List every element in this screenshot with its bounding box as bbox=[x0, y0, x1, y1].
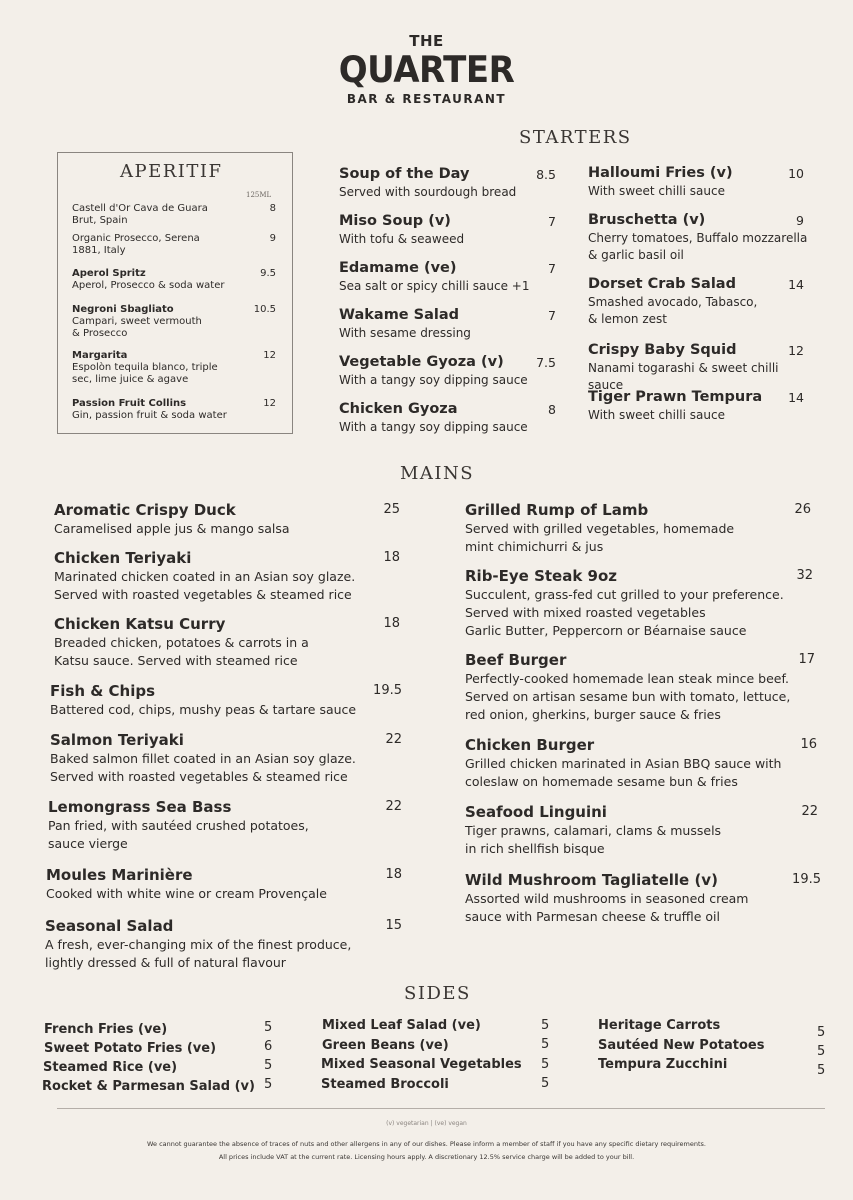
item-name: Chicken Burger bbox=[465, 736, 595, 754]
item-name: Castell d'Or Cava de Guara bbox=[72, 203, 208, 214]
item-description: Succulent, grass-fed cut grilled to your preference. Served with mixed roasted vegetables Garlic Butter, Peppercorn or Béarnaise sauce bbox=[465, 587, 784, 638]
item-description: With a tangy soy dipping sauce bbox=[339, 420, 528, 434]
side-item-price: 5 bbox=[541, 1037, 550, 1052]
item-price: 14 bbox=[788, 390, 804, 405]
starter-item bbox=[339, 400, 559, 436]
item-description: With a tangy soy dipping sauce bbox=[339, 373, 528, 387]
item-name: Seasonal Salad bbox=[45, 917, 174, 935]
item-price: 18 bbox=[383, 550, 400, 565]
main-item bbox=[54, 500, 400, 538]
item-price: 17 bbox=[798, 652, 815, 667]
main-item bbox=[465, 735, 817, 791]
item-description: Smashed avocado, Tabasco, bbox=[588, 295, 758, 309]
item-description: With sweet chilli sauce bbox=[588, 408, 725, 422]
item-price: 7 bbox=[548, 214, 556, 229]
aperitif-heading: APERITIF bbox=[120, 161, 223, 182]
brand-subtitle: BAR & RESTAURANT bbox=[346, 92, 507, 106]
item-description: Perfectly-cooked homemade lean steak mince beef. Served on artisan sesame bun with tomato, lettuce, red onion, gherkins, burger sauce & fries bbox=[465, 671, 791, 722]
item-name: Bruschetta (v) bbox=[588, 212, 706, 228]
item-price: 10 bbox=[788, 166, 804, 181]
item-description: Aperol, Prosecco & soda water bbox=[72, 280, 225, 291]
footer-divider bbox=[57, 1108, 825, 1109]
starter-item bbox=[339, 306, 559, 342]
item-price: 7 bbox=[548, 261, 556, 276]
item-name: Moules Marinière bbox=[46, 866, 193, 884]
starter-item bbox=[339, 165, 559, 201]
item-description: sec, lime juice & agave bbox=[72, 374, 189, 385]
item-name: Passion Fruit Collins bbox=[72, 398, 187, 409]
item-price: 19.5 bbox=[792, 872, 821, 887]
side-item-price: 5 bbox=[541, 1076, 550, 1091]
main-item bbox=[50, 730, 402, 786]
item-price: 18 bbox=[385, 867, 402, 882]
starters-heading: STARTERS bbox=[519, 127, 632, 148]
item-description: & Prosecco bbox=[72, 328, 128, 339]
side-item-price: 5 bbox=[264, 1058, 273, 1073]
main-item bbox=[54, 614, 400, 670]
item-name: Soup of the Day bbox=[339, 166, 470, 182]
item-price: 25 bbox=[383, 502, 400, 517]
side-item-name: Green Beans (ve) bbox=[322, 1038, 449, 1053]
side-item-price: 5 bbox=[541, 1018, 550, 1033]
item-description: Marinated chicken coated in an Asian soy glaze. Served with roasted vegetables & steamed rice bbox=[54, 569, 356, 602]
aperitif-item bbox=[72, 398, 282, 422]
item-name: Miso Soup (v) bbox=[339, 213, 451, 229]
aperitif-item bbox=[72, 268, 282, 292]
aperitif-item bbox=[72, 304, 282, 340]
serving-size-label: 125ML bbox=[246, 191, 272, 199]
item-price: 12 bbox=[788, 343, 804, 358]
brand-logo: QUARTER bbox=[338, 48, 515, 92]
starter-item bbox=[588, 275, 812, 328]
item-price: 9.5 bbox=[260, 268, 276, 279]
side-item-name: Sautéed New Potatoes bbox=[598, 1038, 765, 1053]
item-description: Breaded chicken, potatoes & carrots in a Katsu sauce. Served with steamed rice bbox=[54, 635, 309, 668]
mains-heading: MAINS bbox=[400, 463, 475, 484]
item-name: Seafood Linguini bbox=[465, 803, 607, 821]
item-price: 22 bbox=[385, 799, 402, 814]
side-item-name: Rocket & Parmesan Salad (v) bbox=[42, 1079, 255, 1094]
item-description: Cherry tomatoes, Buffalo mozzarella bbox=[588, 231, 808, 245]
starter-item bbox=[588, 211, 812, 264]
aperitif-item bbox=[72, 350, 282, 386]
item-name: Edamame (ve) bbox=[339, 260, 457, 276]
item-price: 19.5 bbox=[373, 683, 402, 698]
main-item bbox=[45, 916, 402, 972]
side-item-name: Mixed Seasonal Vegetables bbox=[321, 1057, 522, 1072]
side-item-name: Mixed Leaf Salad (ve) bbox=[322, 1018, 481, 1033]
item-description: Pan fried, with sautéed crushed potatoes, sauce vierge bbox=[48, 818, 309, 851]
item-price: 9 bbox=[796, 213, 804, 228]
side-item-price: 5 bbox=[817, 1063, 826, 1078]
main-item bbox=[465, 566, 813, 640]
aperitif-item bbox=[72, 233, 282, 257]
item-name: Crispy Baby Squid bbox=[588, 342, 737, 358]
sides-heading: SIDES bbox=[404, 983, 471, 1004]
item-name: Chicken Gyoza bbox=[339, 401, 458, 417]
item-description: Campari, sweet vermouth bbox=[72, 316, 202, 327]
item-price: 16 bbox=[800, 737, 817, 752]
item-price: 8 bbox=[548, 402, 556, 417]
item-price: 8 bbox=[269, 203, 276, 214]
starter-item bbox=[588, 164, 812, 200]
side-item-price: 5 bbox=[264, 1077, 273, 1092]
starter-item bbox=[339, 212, 559, 248]
item-name: Chicken Teriyaki bbox=[54, 549, 192, 567]
item-name: Beef Burger bbox=[465, 651, 567, 669]
aperitif-section bbox=[57, 152, 293, 434]
item-description: Grilled chicken marinated in Asian BBQ sauce with coleslaw on homemade sesame bun & fries bbox=[465, 756, 782, 789]
diet-legend: (v) vegetarian | (ve) vegan bbox=[386, 1120, 467, 1127]
item-description: Served with sourdough bread bbox=[339, 185, 517, 199]
item-price: 26 bbox=[794, 502, 811, 517]
item-name: Lemongrass Sea Bass bbox=[48, 798, 232, 816]
side-item-price: 5 bbox=[817, 1044, 826, 1059]
item-description: Caramelised apple jus & mango salsa bbox=[54, 521, 290, 536]
item-description: With tofu & seaweed bbox=[339, 232, 465, 246]
side-item-name: Tempura Zucchini bbox=[598, 1057, 728, 1072]
item-price: 18 bbox=[383, 616, 400, 631]
main-item bbox=[465, 650, 815, 724]
item-price: 10.5 bbox=[253, 304, 276, 315]
item-description: 1881, Italy bbox=[72, 245, 126, 256]
side-item-price: 5 bbox=[264, 1020, 273, 1035]
item-name: Grilled Rump of Lamb bbox=[465, 501, 649, 519]
starter-item bbox=[339, 353, 559, 389]
item-price: 7.5 bbox=[536, 355, 556, 370]
item-name: Halloumi Fries (v) bbox=[588, 165, 733, 181]
item-name: Wild Mushroom Tagliatelle (v) bbox=[465, 871, 718, 889]
main-item bbox=[465, 802, 818, 858]
item-description: Served with grilled vegetables, homemade mint chimichurri & jus bbox=[465, 521, 735, 554]
main-item bbox=[465, 500, 811, 556]
item-description: Cooked with white wine or cream Provençale bbox=[46, 886, 327, 901]
main-item bbox=[46, 865, 402, 903]
side-item-price: 5 bbox=[817, 1025, 826, 1040]
main-item bbox=[50, 681, 402, 719]
item-description: Gin, passion fruit & soda water bbox=[72, 410, 227, 421]
item-description: With sesame dressing bbox=[339, 326, 471, 340]
item-name: Organic Prosecco, Serena bbox=[72, 233, 200, 244]
item-price: 22 bbox=[801, 804, 818, 819]
item-price: 9 bbox=[269, 233, 276, 244]
side-item-name: Heritage Carrots bbox=[598, 1018, 721, 1033]
main-item bbox=[465, 870, 821, 926]
main-item bbox=[48, 797, 402, 853]
item-description: Nanami togarashi & sweet chilli sauce bbox=[588, 361, 779, 392]
item-description: Battered cod, chips, mushy peas & tartare sauce bbox=[50, 702, 357, 717]
item-description: Assorted wild mushrooms in seasoned cream sauce with Parmesan cheese & truffle oil bbox=[465, 891, 749, 924]
item-description: & garlic basil oil bbox=[588, 248, 684, 262]
item-description: With sweet chilli sauce bbox=[588, 184, 725, 198]
item-price: 8.5 bbox=[536, 167, 556, 182]
item-price: 15 bbox=[385, 918, 402, 933]
item-price: 12 bbox=[263, 350, 276, 361]
item-name: Dorset Crab Salad bbox=[588, 276, 736, 292]
side-item-name: Steamed Broccoli bbox=[321, 1077, 449, 1092]
side-item-name: French Fries (ve) bbox=[44, 1022, 168, 1037]
item-description: Espolòn tequila blanco, triple bbox=[72, 362, 218, 373]
item-description: Sea salt or spicy chilli sauce +1 bbox=[339, 279, 530, 293]
item-price: 12 bbox=[263, 398, 276, 409]
allergen-notice: We cannot guarantee the absence of traces of nuts and other allergens in any of our dishes. Please inform a member of staff if you have any specific dietary requirements. bbox=[147, 1140, 706, 1148]
item-name: Margarita bbox=[72, 350, 128, 361]
aperitif-item bbox=[72, 203, 282, 227]
item-price: 22 bbox=[385, 732, 402, 747]
item-name: Negroni Sbagliato bbox=[72, 304, 174, 315]
item-name: Wakame Salad bbox=[339, 307, 460, 323]
item-name: Rib-Eye Steak 9oz bbox=[465, 567, 618, 585]
item-price: 7 bbox=[548, 308, 556, 323]
price-notice: All prices include VAT at the current rate. Licensing hours apply. A discretionary 12.5% service charge will be added to your bill. bbox=[218, 1153, 635, 1161]
item-description: Tiger prawns, calamari, clams & mussels in rich shellfish bisque bbox=[465, 823, 722, 856]
item-description: Baked salmon fillet coated in an Asian soy glaze. Served with roasted vegetables & steamed rice bbox=[50, 751, 356, 784]
item-name: Aperol Spritz bbox=[72, 268, 146, 279]
item-name: Vegetable Gyoza (v) bbox=[339, 354, 504, 370]
item-name: Chicken Katsu Curry bbox=[54, 615, 226, 633]
item-description: Brut, Spain bbox=[72, 215, 128, 226]
item-description: A fresh, ever-changing mix of the finest produce, lightly dressed & full of natural flavour bbox=[45, 937, 352, 970]
item-name: Tiger Prawn Tempura bbox=[588, 389, 763, 405]
item-price: 32 bbox=[796, 568, 813, 583]
brand-the: THE bbox=[409, 32, 444, 50]
item-price: 14 bbox=[788, 277, 804, 292]
side-item-price: 6 bbox=[264, 1039, 273, 1054]
side-item-name: Sweet Potato Fries (ve) bbox=[44, 1041, 217, 1056]
item-name: Aromatic Crispy Duck bbox=[54, 501, 236, 519]
main-item bbox=[54, 548, 400, 604]
side-item-name: Steamed Rice (ve) bbox=[43, 1060, 178, 1075]
side-item-price: 5 bbox=[541, 1057, 550, 1072]
item-description: & lemon zest bbox=[588, 312, 667, 326]
item-name: Salmon Teriyaki bbox=[50, 731, 184, 749]
starter-item bbox=[588, 341, 816, 394]
starter-item bbox=[339, 259, 559, 295]
item-name: Fish & Chips bbox=[50, 682, 156, 700]
starter-item bbox=[588, 388, 812, 424]
